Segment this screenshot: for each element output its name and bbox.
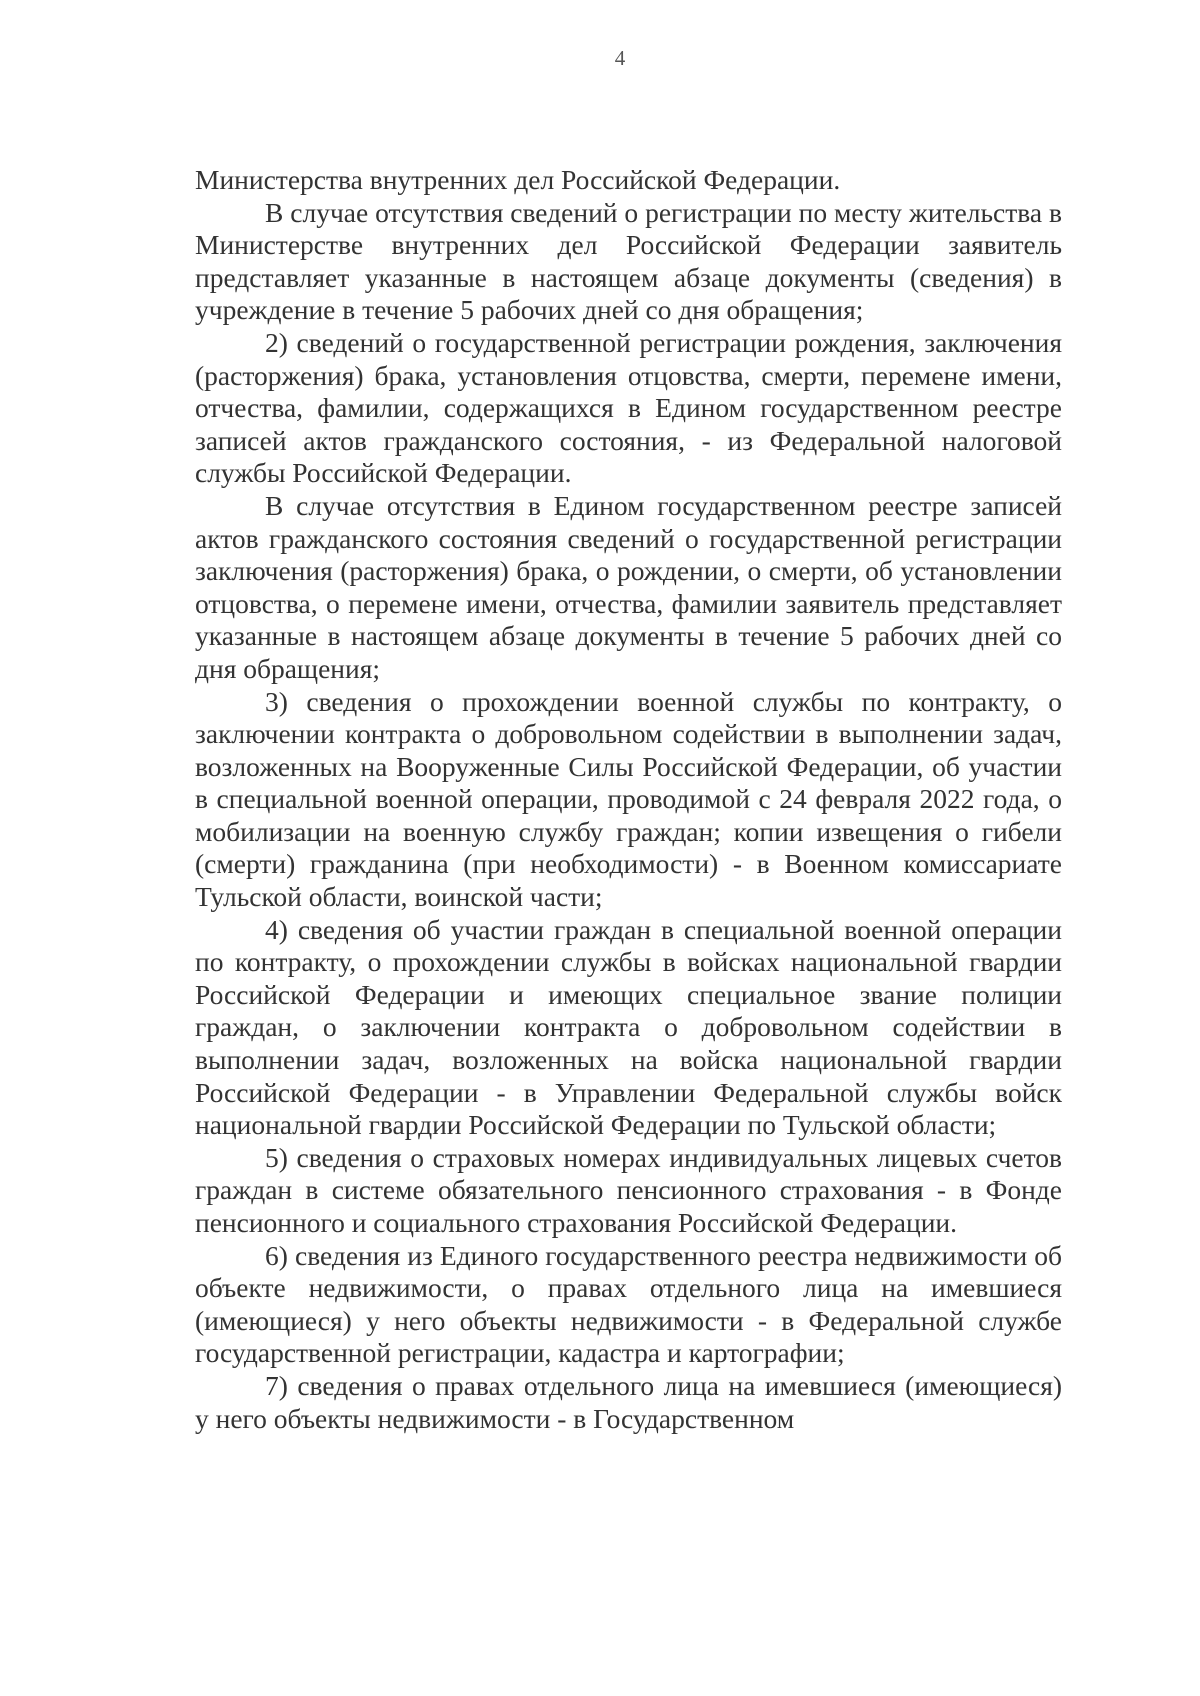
paragraph-item-6: 6) сведения из Единого государственного реестра недвижимости об объекте недвижимости, о правах отдельного лица на имевшиеся (имеющиеся) у него объекты недвижимости - в Федеральной службе государственной регистрации, кадастра и картографии; bbox=[195, 1239, 1062, 1369]
paragraph-item-2: 2) сведений о государственной регистрации рождения, заключения (расторжения) брака, установления отцовства, смерти, перемене имени, отчества, фамилии, содержащихся в Едином государственном реестре записей актов гражданского состояния, - из Федеральной налоговой службы Российской Федерации. bbox=[195, 326, 1062, 489]
paragraph-civil-registry-absence: В случае отсутствия в Едином государственном реестре записей актов гражданского состояния сведений о государственной регистрации заключения (расторжения) брака, о рождении, о смерти, об установлении отцовства, о перемене имени, отчества, фамилии заявитель представляет указанные в настоящем абзаце документы в течение 5 рабочих дней со дня обращения; bbox=[195, 489, 1062, 684]
paragraph-registration-absence: В случае отсутствия сведений о регистрации по месту жительства в Министерстве внутренних дел Российской Федерации заявитель представляет указанные в настоящем абзаце документы (сведения) в учреждение в течение 5 рабочих дней со дня обращения; bbox=[195, 196, 1062, 326]
paragraph-item-4: 4) сведения об участии граждан в специальной военной операции по контракту, о прохождении службы в войсках национальной гвардии Российской Федерации и имеющих специальное звание полиции граждан, о заключении контракта о добровольном содействии в выполнении задач, возложенных на войска национальной гвардии Российской Федерации - в Управлении Федеральной службы войск национальной гвардии Российской Федерации по Тульской области; bbox=[195, 913, 1062, 1141]
paragraph-item-3: 3) сведения о прохождении военной службы по контракту, о заключении контракта о добровольном содействии в выполнении задач, возложенных на Вооруженные Силы Российской Федерации, об участии в специальной военной операции, проводимой с 24 февраля 2022 года, о мобилизации на военную службу граждан; копии извещения о гибели (смерти) гражданина (при необходимости) - в Военном комиссариате Тульской области, воинской части; bbox=[195, 685, 1062, 913]
paragraph-continuation: Министерства внутренних дел Российской Федерации. bbox=[195, 164, 841, 195]
paragraph-item-7: 7) сведения о правах отдельного лица на имевшиеся (имеющиеся) у него объекты недвижимости - в Государственном bbox=[195, 1369, 1062, 1434]
paragraph-item-5: 5) сведения о страховых номерах индивидуальных лицевых счетов граждан в системе обязательного пенсионного страхования - в Фонде пенсионного и социального страхования Российской Федерации. bbox=[195, 1141, 1062, 1238]
document-body bbox=[195, 164, 1062, 1435]
page-number: 4 bbox=[614, 46, 626, 70]
